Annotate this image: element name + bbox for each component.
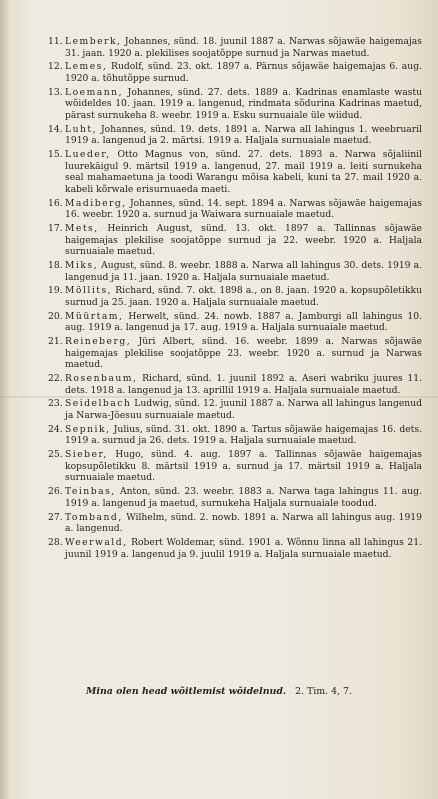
entry-number: 24. (48, 423, 63, 435)
list-item (48, 424, 422, 447)
entry-text: Hugo, sünd. 4. aug. 1897 a. Tallinnas sõjawäe haigemajas kopsupõletikku 8. märtsil 1919 a. surnud ja 17. märtsil 1919 a. Haljala surnuaiale maetud. (65, 449, 422, 484)
list-item (48, 198, 422, 221)
closing-motto (0, 686, 438, 697)
list-item (48, 61, 422, 84)
entry-surname: Lueder, (65, 149, 111, 161)
entry-number: 12. (48, 61, 63, 73)
entry-text: Johannes, sünd. 14. sept. 1894 a. Narwas sõjawäe haigemajas 16. weebr. 1920 a. surnud ja Waiwara surnuaiale maetud. (65, 197, 422, 221)
entry-number: 15. (48, 149, 63, 161)
list-item (48, 311, 422, 334)
entry-number: 13. (48, 86, 63, 98)
entry-number: 17. (48, 223, 63, 235)
entry-surname: Müürtam, (65, 310, 124, 322)
entry-text: August, sünd. 8. weebr. 1888 a. Narwa all lahingus 30. dets. 1919 a. langenud ja 11. jaan. 1920 a. Haljala surnuaiale maetud. (65, 260, 422, 283)
list-item (48, 223, 422, 258)
list-item (48, 336, 422, 371)
entry-text: Richard, sünd. 1. juunil 1892 a. Aseri wabriku juures 11. dets. 1918 a. langenud ja 13. aprillil 1919 a. Haljala surnuaiale maetud. (65, 373, 422, 396)
list-item (48, 36, 422, 59)
entry-number: 20. (48, 310, 63, 322)
entry-surname: Lemberk, (65, 36, 122, 47)
list-item (48, 124, 422, 147)
entry-text: Herwelt, sünd. 24. nowb. 1887 a. Jamburgi all lahingus 10. aug. 1919 a. langenud ja 17. aug. 1919 a. Haljala surnuaiale maetud. (65, 310, 422, 334)
entry-text: Jüri Albert, sünd. 16. weebr. 1899 a. Narwas sõjawäe haigemajas plekilise soojatõppe 23. weebr. 1920 a. surnud ja Narwas maetud. (65, 336, 422, 371)
entry-text: Ludwig, sünd. 12. juunil 1887 a. Narwa all lahingus langenud ja Narwa-Jõesuu surnuaiale maetud. (65, 398, 422, 422)
entry-surname: Möllits, (65, 285, 113, 297)
entry-text: Julius, sünd. 31. okt. 1890 a. Tartus sõjawäe haigemajas 16. dets. 1919 a. surnud ja 26. dets. 1919 a. Haljala surnuaiale maetud. (65, 423, 422, 447)
entry-surname: Tomband, (65, 511, 123, 523)
entry-number: 28. (48, 536, 63, 548)
list-item (48, 486, 422, 509)
entry-text: Heinrich August, sünd. 13. okt. 1897 a. Tallinnas sõjawäe haigemajas plekilise soojatõppe surnud ja 22. weebr. 1920 a. Haljala surnuaiale maetud. (65, 223, 422, 258)
entry-surname: Rosenbaum, (65, 373, 138, 385)
entry-surname: Lemes, (65, 61, 108, 73)
entry-text: Johannes, sünd. 27. dets. 1889 a. Kadrinas enamlaste wastu wõideldes 10. jaan. 1919 a. langenud, rindmata sõdurina Kadrinas maetud, pärast surnukeha 8. weebr. 1919 a. Esku surnuaiale üle wiidud. (65, 86, 422, 121)
entry-text: Johannes, sünd. 19. dets. 1891 a. Narwa all lahingus 1. weebruaril 1919 a. langenud ja 2. märtsi. 1919 a. Haljala surnuaiale maetud. (65, 123, 422, 147)
list-item (48, 285, 422, 308)
entry-number: 25. (48, 449, 63, 461)
list-item (48, 537, 422, 560)
entry-number: 23. (48, 398, 63, 410)
entry-surname: Reineberg, (65, 336, 132, 348)
motto-reference: 2. Tim. 4, 7. (295, 686, 352, 697)
list-item (48, 398, 422, 421)
list-item (48, 149, 422, 195)
entry-number: 18. (48, 260, 63, 271)
entry-surname: Sieber, (65, 449, 108, 461)
entry-surname: Sepnik, (65, 423, 111, 435)
entry-surname: Weerwald, (65, 536, 128, 548)
paper-edge-shadow (0, 0, 10, 799)
list-item (48, 260, 422, 283)
entry-number: 19. (48, 285, 63, 297)
entry-number: 16. (48, 197, 63, 209)
entry-number: 22. (48, 373, 63, 385)
entry-surname: Miks, (65, 260, 99, 271)
entry-surname: Loemann, (65, 86, 124, 98)
list-item (48, 449, 422, 484)
entry-surname: Seidelbach (65, 398, 132, 410)
entry-number: 27. (48, 511, 63, 523)
motto-text: Mina olen head wõitlemist wõidelnud. (86, 686, 287, 697)
entry-number: 26. (48, 486, 63, 498)
entry-surname: Mets, (65, 223, 99, 235)
entry-text: Anton, sünd. 23. weebr. 1883 a. Narwa taga lahingus 11. aug. 1919 a. langenud ja maetud, surnukeha Haljala surnuaiale toodud. (65, 486, 422, 509)
entry-number: 21. (48, 336, 63, 348)
memorial-list (48, 36, 422, 562)
entry-text: Wilhelm, sünd. 2. nowb. 1891 a. Narwa all lahingus aug. 1919 a. langenud. (65, 511, 422, 535)
list-item (48, 373, 422, 396)
entry-surname: Luht, (65, 123, 98, 135)
entry-surname: Teinbas, (65, 486, 116, 498)
entry-number: 14. (48, 123, 63, 135)
entry-text: Rudolf, sünd. 23. okt. 1897 a. Pärnus sõjawäe haigemajas 6. aug. 1920 a. tõhutõppe surnud. (65, 61, 422, 84)
entry-text: Richard, sünd. 7. okt. 1898 a., on 8. jaan. 1920 a. kopsupõletikku surnud ja 25. jaan. 1920 a. Haljala surnuaiale maetud. (65, 285, 422, 308)
entry-surname: Madiberg, (65, 197, 127, 209)
entry-number: 11. (48, 36, 63, 47)
list-item (48, 87, 422, 122)
entry-text: Otto Magnus von, sünd. 27. dets. 1893 a. Narwa sõjaliinil luurekäigul 9. märtsil 1919 a. langenud, 27. mail 1919 a. leiti surnukeha seal mahamaetuna ja toodi Warangu mõisa kabeli, kuni ta 27. mail 1920 a. kabeli kõrwale erisurnuaeda maeti. (65, 149, 422, 195)
entry-text: Johannes, sünd. 18. juunil 1887 a. Narwas sõjawäe haigemajas 31. jaan. 1920 a. plekilises soojatõppe surnud ja Narwas maetud. (65, 36, 422, 59)
list-item (48, 512, 422, 535)
entry-text: Robert Woldemar, sünd. 1901 a. Wõnnu linna all lahingus 21. juunil 1919 a. langenud ja 9. juulil 1919 a. Haljala surnuaiale maetud. (65, 536, 422, 560)
